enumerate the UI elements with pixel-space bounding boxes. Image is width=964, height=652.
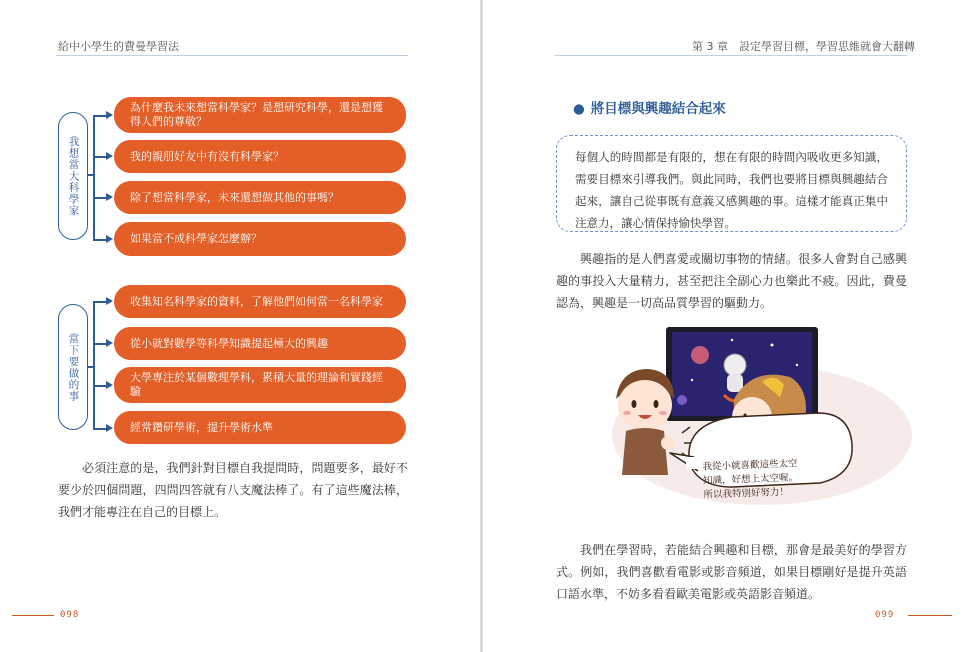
goal-question-text: 我的親朋好友中有沒有科學家？ [130, 149, 284, 163]
arrow-icon [106, 152, 113, 160]
star-icon [731, 339, 733, 341]
left-paragraph: 必須注意的是，我們針對目標自我提問時，問題要多，最好不要少於四個問題，四問四答就有八支魔法棒了。有了這些魔法棒，我們才能專注在自己的目標上。 [58, 461, 408, 519]
section-title-text: 將目標與興趣結合起來 [590, 101, 726, 117]
connector [93, 115, 107, 117]
speech-line: 知識，好想上太空喔。 [702, 472, 799, 487]
arrow-icon [106, 235, 113, 243]
left-page-number: 098 [60, 610, 80, 620]
note-box [556, 135, 907, 232]
astronaut-helmet [724, 354, 746, 376]
left-page [0, 0, 480, 652]
boy-eye [632, 400, 637, 408]
star-icon [691, 379, 693, 381]
planet-icon [691, 346, 709, 364]
right-running-head: 第 3 章 設定學習目標，學習思維就會大翻轉 [692, 40, 915, 53]
connector [93, 239, 107, 241]
section-title [573, 97, 726, 117]
star-icon [796, 364, 798, 366]
astronaut-body [727, 374, 743, 392]
goal-question-pill [114, 181, 406, 214]
speech-bubble-text [702, 457, 798, 502]
goal-question-text: 除了想當科學家，未來還想做其他的事嗎？ [130, 190, 339, 204]
connector [93, 385, 107, 387]
right-paragraph-2: 我們在學習時，若能結合興趣和目標，那會是最美好的學習方式。例如，我們喜歡看電影或影音頻道，如果目標剛好是提升英語口語水準，不妨多看看歐美電影或英語影音頻道。 [556, 543, 907, 601]
boy-hands [661, 436, 675, 450]
action-step-pill [114, 411, 406, 444]
goal-question-pill [114, 140, 406, 173]
action-step-text: 大學專注於某個數理學科，累積大量的理論和實踐經驗 [130, 371, 383, 398]
connector [93, 301, 107, 303]
goal-question-text: 如果當不成科學家怎麼辦？ [130, 232, 262, 245]
folio-rule [908, 615, 952, 616]
star-icon [771, 344, 774, 347]
action-step-text: 從小就對數學等科學知識提起極大的興趣 [130, 336, 328, 350]
mindmap-action-label-text: 當下要做的事 [67, 332, 80, 402]
boy-cheek [659, 411, 667, 415]
right-paragraph-1: 興趣指的是人們喜愛或關切事物的情緒。很多人會對自己感興趣的事投入大量精力，甚至把注全副心力也樂此不疲。因此，費曼認為，興趣是一切高品質學習的驅動力。 [556, 252, 907, 310]
arrow-icon [106, 111, 113, 119]
speech-line: 我從小就喜歡這些太空 [702, 458, 798, 473]
connector [93, 197, 107, 199]
planet-icon [677, 395, 687, 405]
action-step-text: 經常鑽研學術，提升學術水準 [130, 420, 273, 434]
mindmap-action-label [58, 304, 88, 430]
right-page-number: 099 [875, 610, 895, 620]
mindmap-goal-label [58, 112, 88, 240]
connector [93, 115, 95, 240]
right-folio-row [483, 610, 964, 622]
connector [93, 156, 107, 158]
boy-cheek [623, 411, 631, 415]
connector [93, 343, 107, 345]
boy-face [618, 380, 672, 430]
note-box-text: 每個人的時間都是有限的，想在有限的時間內吸收更多知識，需要目標來引導我們。與此同時，我們也要將目標與興趣結合起來，讓自己從事既有意義又感興趣的事。這樣才能真正集中注意力，讓心情保持愉快學習。 [575, 150, 888, 230]
action-step-text: 收集知名科學家的資料，了解他們如何當一名科學家 [130, 294, 383, 308]
action-step-pill [114, 327, 406, 360]
boy-eye [654, 400, 659, 408]
action-step-pill [114, 367, 406, 403]
goal-question-pill [114, 222, 406, 256]
speech-bubble-mask [686, 457, 700, 469]
arrow-icon [106, 193, 113, 201]
mindmap-goal-label-text: 我想當大科學家 [67, 135, 80, 217]
boy-body [622, 428, 668, 475]
connector [93, 428, 107, 430]
left-head-rule [56, 55, 408, 56]
arrow-icon [106, 381, 113, 389]
connector [93, 301, 95, 428]
goal-question-text: 為什麼我未來想當科學家？是想研究科學，還是想獲得人們的尊敬？ [130, 101, 383, 128]
speech-line: 所以我特別好努力！ [703, 486, 790, 501]
arrow-icon [106, 297, 113, 305]
arrow-icon [106, 339, 113, 347]
bullet-icon: ● [573, 101, 585, 117]
folio-rule [12, 615, 54, 616]
goal-question-pill [114, 97, 406, 133]
left-running-head: 給中小學生的費曼學習法 [58, 40, 179, 53]
right-head-rule [555, 55, 907, 56]
left-folio-row [0, 610, 480, 622]
action-step-pill [114, 285, 406, 318]
arrow-icon [106, 424, 113, 432]
